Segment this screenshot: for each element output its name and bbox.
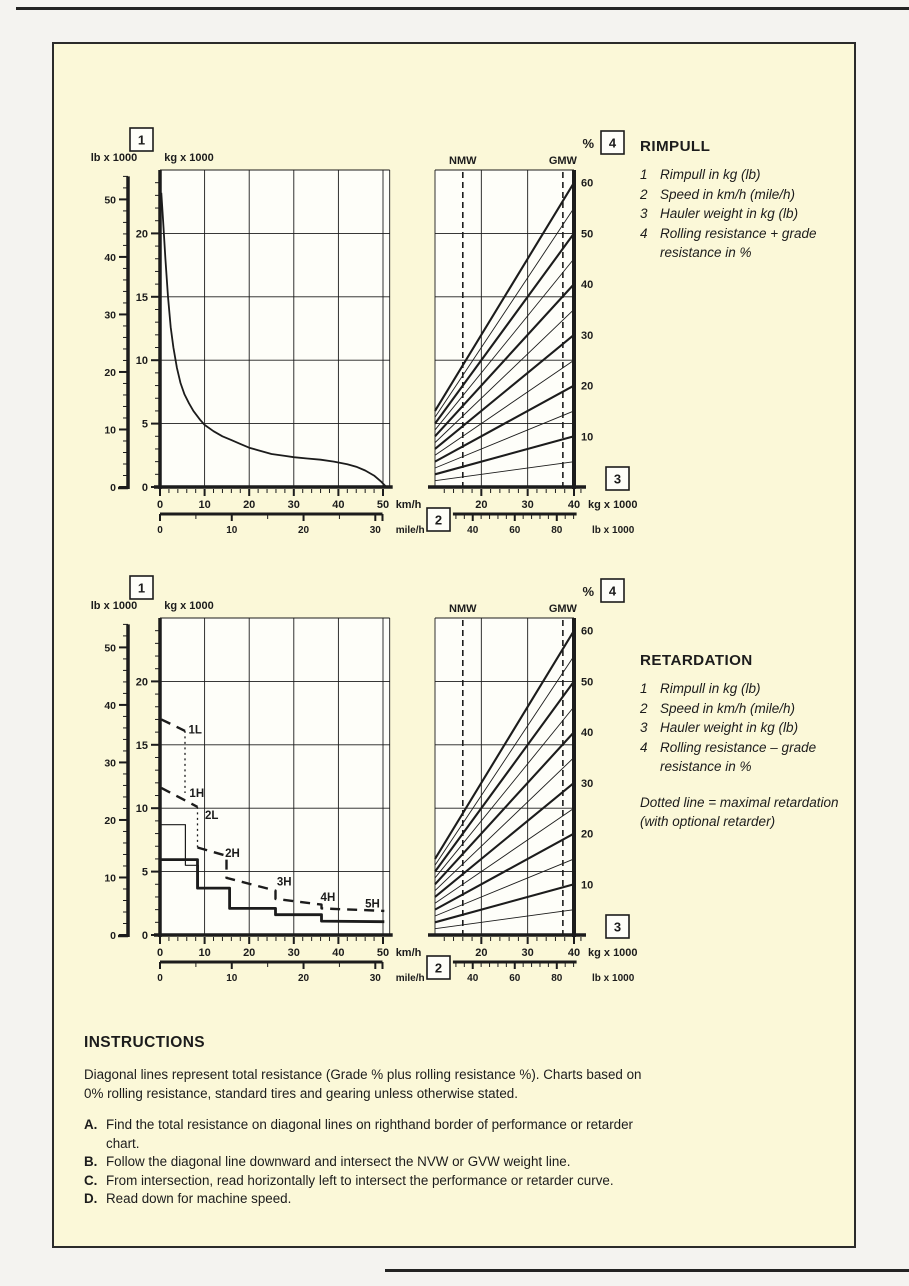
step-text: Follow the diagonal line downward and intersect the NVW or GVW weight line. bbox=[106, 1154, 571, 1170]
legend-item bbox=[640, 204, 852, 224]
legend-item bbox=[640, 699, 852, 719]
lb-weight-tick-label: 40 bbox=[467, 525, 479, 536]
retardation-legend bbox=[640, 650, 852, 832]
weight-tick-label: 20 bbox=[475, 499, 488, 511]
step-letter: D. bbox=[84, 1191, 98, 1207]
weight-line-label: NMW bbox=[449, 603, 477, 615]
lb-tick-label: 10 bbox=[104, 872, 116, 885]
instruction-step bbox=[84, 1116, 644, 1153]
kg-tick-label: 10 bbox=[135, 803, 148, 816]
lb-tick-label: 50 bbox=[104, 194, 116, 207]
grade-axis-symbol: % bbox=[582, 136, 594, 151]
lb-weight-tick-label: 80 bbox=[551, 973, 563, 984]
weight-tick-label: 40 bbox=[567, 499, 581, 511]
kg-tick-label: 5 bbox=[141, 866, 148, 879]
mile-tick-label: 30 bbox=[369, 525, 381, 536]
grade-axis-symbol: % bbox=[582, 584, 594, 599]
legend-item bbox=[640, 185, 852, 205]
rimpull-legend-title: RIMPULL bbox=[640, 138, 711, 155]
kmh-tick-label: 10 bbox=[198, 947, 211, 959]
axis-title: lb x 1000 bbox=[90, 152, 138, 164]
weight-tick-label: 30 bbox=[521, 499, 534, 511]
grade-tick-label: 10 bbox=[581, 879, 594, 892]
gear-label: 3H bbox=[276, 876, 292, 889]
axis-title: kg x 1000 bbox=[588, 499, 638, 511]
lb-tick-label: 0 bbox=[110, 482, 116, 494]
gear-label: 1H bbox=[189, 787, 205, 800]
chart-marker-number: 4 bbox=[608, 583, 617, 599]
kmh-tick-label: 20 bbox=[243, 947, 256, 959]
instruction-step bbox=[84, 1153, 644, 1172]
speed-plot-area bbox=[160, 170, 390, 487]
kmh-tick-label: 10 bbox=[198, 499, 211, 511]
grade-tick-label: 10 bbox=[581, 431, 594, 444]
mile-tick-label: 0 bbox=[157, 973, 163, 984]
chart-marker-number: 2 bbox=[434, 960, 443, 976]
gear-label: 2H bbox=[225, 848, 240, 861]
axis-title: km/h bbox=[395, 499, 422, 511]
kg-tick-label: 15 bbox=[135, 291, 148, 304]
weight-tick-label: 20 bbox=[475, 947, 488, 959]
lb-tick-label: 30 bbox=[104, 309, 116, 322]
grade-tick-label: 50 bbox=[581, 228, 594, 241]
legend-item bbox=[640, 224, 852, 263]
retardation-legend-title: RETARDATION bbox=[640, 652, 753, 669]
axis-title: kg x 1000 bbox=[164, 152, 214, 164]
lb-tick-label: 0 bbox=[110, 930, 116, 942]
legend-item-number: 2 bbox=[640, 186, 648, 202]
kmh-tick-label: 0 bbox=[156, 947, 164, 959]
instructions-block bbox=[84, 1032, 644, 1209]
legend-item-text: Rolling resistance + grade resistance in % bbox=[660, 225, 817, 261]
step-letter: C. bbox=[84, 1172, 98, 1188]
axis-title: lb x 1000 bbox=[592, 525, 635, 536]
kmh-tick-label: 0 bbox=[156, 499, 164, 511]
lb-weight-tick-label: 60 bbox=[509, 973, 521, 984]
lb-tick-label: 10 bbox=[104, 424, 116, 437]
mile-tick-label: 30 bbox=[369, 973, 381, 984]
mile-tick-label: 20 bbox=[297, 525, 310, 536]
lb-tick-label: 50 bbox=[104, 642, 116, 655]
step-text: From intersection, read horizontally left to intersect the performance or retarder curve. bbox=[106, 1172, 614, 1188]
axis-title: kg x 1000 bbox=[164, 600, 214, 612]
kmh-tick-label: 30 bbox=[287, 499, 300, 511]
grade-tick-label: 30 bbox=[581, 329, 594, 342]
instruction-step bbox=[84, 1190, 644, 1209]
legend-item bbox=[640, 718, 852, 738]
lb-tick-label: 30 bbox=[104, 757, 116, 770]
legend-item-number: 1 bbox=[640, 167, 648, 183]
legend-item bbox=[640, 165, 852, 185]
weight-line-label: NMW bbox=[449, 155, 477, 167]
rimpull-legend bbox=[640, 136, 852, 263]
step-text: Find the total resistance on diagonal lines on righthand border of performance or retarder chart. bbox=[106, 1117, 634, 1151]
instructions-intro: Diagonal lines represent total resistance (Grade % plus rolling resistance %). Charts based on 0% rolling resistance, standard tires and gearing unless otherwise stated. bbox=[84, 1067, 642, 1101]
kg-tick-label: 10 bbox=[135, 355, 148, 368]
grade-tick-label: 50 bbox=[581, 676, 594, 689]
lb-tick-label: 20 bbox=[104, 814, 116, 827]
lb-tick-label: 20 bbox=[104, 366, 116, 379]
kg-tick-label: 20 bbox=[135, 228, 148, 241]
kg-tick-label: 15 bbox=[135, 739, 148, 752]
mile-tick-label: 0 bbox=[157, 525, 163, 536]
weight-tick-label: 30 bbox=[521, 947, 534, 959]
lb-weight-tick-label: 60 bbox=[509, 525, 521, 536]
legend-item-text: Hauler weight in kg (lb) bbox=[660, 720, 799, 736]
legend-item-number: 3 bbox=[640, 206, 648, 222]
lb-tick-label: 40 bbox=[104, 699, 116, 712]
kg-tick-label: 5 bbox=[141, 418, 148, 431]
lb-weight-tick-label: 40 bbox=[467, 973, 479, 984]
chart-marker-number: 1 bbox=[137, 580, 146, 596]
step-letter: A. bbox=[84, 1117, 98, 1133]
grade-tick-label: 60 bbox=[581, 177, 594, 190]
lb-weight-tick-label: 80 bbox=[551, 525, 563, 536]
instruction-step bbox=[84, 1172, 644, 1191]
mile-tick-label: 20 bbox=[297, 973, 310, 984]
chart-marker-number: 3 bbox=[613, 471, 622, 487]
legend-item-number: 4 bbox=[640, 739, 648, 755]
kg-tick-label: 20 bbox=[135, 676, 148, 689]
legend-item-number: 1 bbox=[640, 681, 648, 697]
chart-marker-number: 3 bbox=[613, 919, 622, 935]
chart-marker-number: 2 bbox=[434, 512, 443, 528]
legend-item-number: 4 bbox=[640, 225, 648, 241]
chart-marker-number: 4 bbox=[608, 135, 617, 151]
lb-tick-label: 40 bbox=[104, 251, 116, 264]
kg-tick-label: 0 bbox=[141, 482, 148, 494]
grade-tick-label: 30 bbox=[581, 777, 594, 790]
grade-tick-label: 60 bbox=[581, 625, 594, 638]
kg-tick-label: 0 bbox=[141, 930, 148, 942]
legend-item-text: Hauler weight in kg (lb) bbox=[660, 206, 799, 222]
legend-item bbox=[640, 679, 852, 699]
kmh-tick-label: 30 bbox=[287, 947, 300, 959]
step-letter: B. bbox=[84, 1154, 98, 1170]
axis-title: km/h bbox=[395, 947, 422, 959]
kmh-tick-label: 40 bbox=[332, 499, 345, 511]
grade-tick-label: 20 bbox=[581, 828, 594, 841]
axis-title: lb x 1000 bbox=[90, 600, 138, 612]
grade-tick-label: 40 bbox=[581, 727, 594, 740]
speed-plot-area bbox=[160, 618, 390, 935]
axis-title: kg x 1000 bbox=[588, 947, 638, 959]
legend-item-text: Speed in km/h (mile/h) bbox=[660, 700, 796, 716]
legend-item-text: Rimpull in kg (lb) bbox=[660, 167, 761, 183]
instructions-title: INSTRUCTIONS bbox=[84, 1034, 206, 1051]
grade-tick-label: 20 bbox=[581, 380, 594, 393]
step-text: Read down for machine speed. bbox=[106, 1191, 292, 1207]
mile-tick-label: 10 bbox=[226, 525, 238, 536]
legend-item-text: Rolling resistance – grade resistance in % bbox=[660, 739, 817, 775]
legend-item-number: 2 bbox=[640, 700, 648, 716]
axis-title: mile/h bbox=[395, 525, 425, 536]
mile-tick-label: 10 bbox=[226, 973, 238, 984]
weight-tick-label: 40 bbox=[567, 947, 581, 959]
grade-tick-label: 40 bbox=[581, 279, 594, 292]
kmh-tick-label: 50 bbox=[376, 947, 390, 959]
legend-item-number: 3 bbox=[640, 720, 648, 736]
gear-label: 4H bbox=[320, 891, 336, 904]
axis-title: lb x 1000 bbox=[592, 973, 635, 984]
weight-line-label: GMW bbox=[548, 603, 577, 615]
gear-label: 2L bbox=[205, 809, 219, 822]
gear-label: 5H bbox=[365, 898, 380, 911]
axis-title: mile/h bbox=[395, 973, 425, 984]
chart-marker-number: 1 bbox=[137, 132, 146, 148]
retarder-note: Dotted line = maximal retardation (with optional retarder) bbox=[640, 794, 839, 830]
kmh-tick-label: 40 bbox=[332, 947, 345, 959]
legend-item-text: Rimpull in kg (lb) bbox=[660, 681, 761, 697]
gear-label: 1L bbox=[188, 724, 202, 737]
legend-item-text: Speed in km/h (mile/h) bbox=[660, 186, 796, 202]
kmh-tick-label: 50 bbox=[376, 499, 390, 511]
kmh-tick-label: 20 bbox=[243, 499, 256, 511]
legend-item bbox=[640, 738, 852, 777]
weight-line-label: GMW bbox=[548, 155, 577, 167]
